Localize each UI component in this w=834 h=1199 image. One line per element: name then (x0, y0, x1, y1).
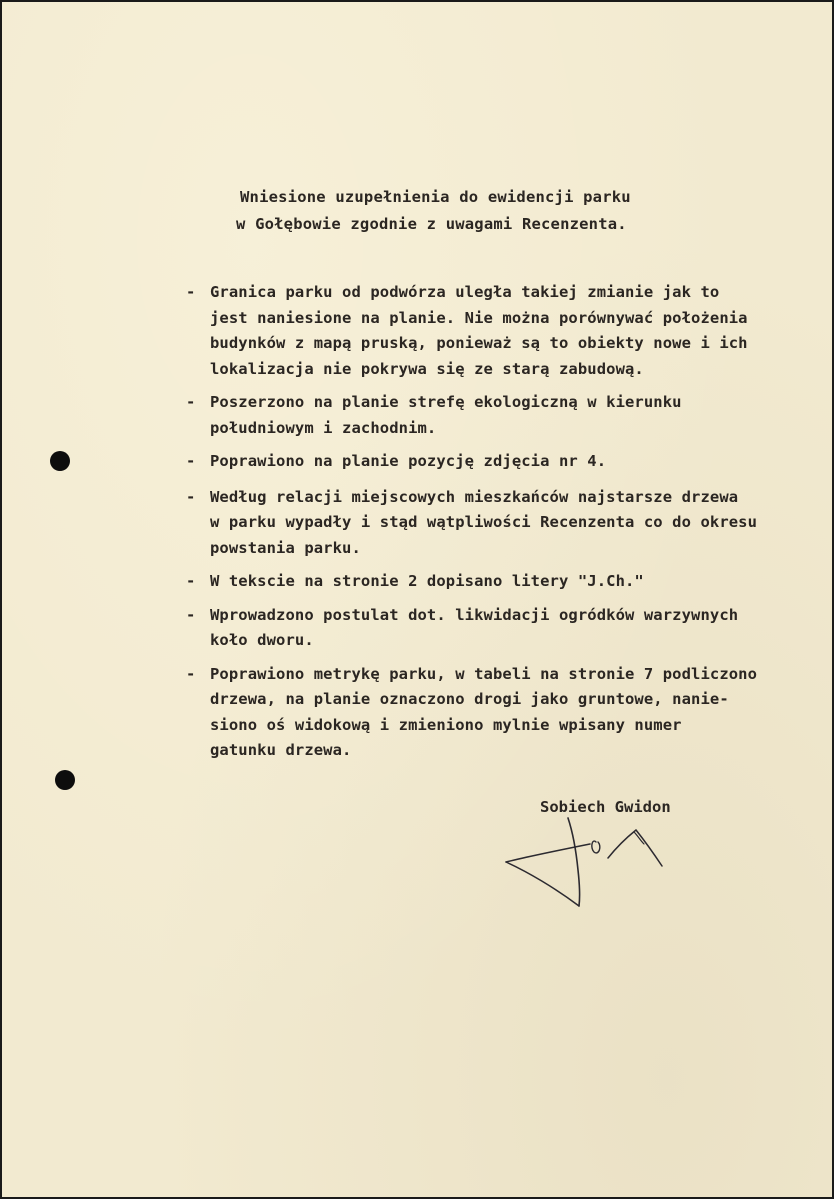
amendments-list (186, 280, 826, 764)
signatory-name: Sobiech Gwidon (540, 798, 671, 816)
dash-bullet: - (186, 487, 196, 506)
item-line: siono oś widokową i zmieniono mylnie wpisany numer (210, 715, 682, 734)
item-line: Granica parku od podwórza uległa takiej zmianie jak to (210, 283, 720, 301)
dash-bullet: - (186, 452, 196, 470)
item-line: południowym i zachodnim. (210, 418, 437, 437)
item-line: drzewa, na planie oznaczono drogi jako gruntowe, nanie- (210, 690, 729, 708)
item-line: budynków z mapą pruską, ponieważ są to obiekty nowe i ich (210, 334, 748, 352)
list-item (186, 390, 826, 441)
item-line: Poszerzono na planie strefę ekologiczną w kierunku (210, 393, 682, 411)
heading-line: w Gołębowie zgodnie z uwagami Recenzenta. (236, 215, 627, 233)
dash-bullet: - (186, 605, 196, 624)
list-item (186, 569, 826, 595)
item-line: jest naniesione na planie. Nie można porównywać położenia (210, 308, 748, 327)
list-item (186, 662, 826, 764)
item-line: W tekscie na stronie 2 dopisano litery "J.Ch." (210, 572, 644, 590)
punch-hole (55, 770, 75, 790)
item-line: Poprawiono metrykę parku, w tabeli na stronie 7 podliczono (210, 664, 758, 683)
dash-bullet: - (186, 664, 196, 683)
list-item (186, 449, 826, 475)
item-line: Poprawiono na planie pozycję zdjęcia nr 4. (210, 452, 607, 470)
punch-hole (50, 451, 70, 471)
list-item (186, 603, 826, 654)
item-line: gatunku drzewa. (210, 741, 352, 759)
list-item (186, 280, 826, 382)
dash-bullet: - (186, 283, 196, 301)
item-line: powstania parku. (210, 538, 361, 557)
item-line: Wprowadzono postulat dot. likwidacji ogródków warzywnych (210, 605, 739, 624)
item-line: lokalizacja nie pokrywa się ze starą zabudową. (210, 359, 644, 378)
handwritten-signature (500, 810, 700, 920)
list-item (186, 485, 826, 562)
scan-border-top (0, 0, 834, 2)
dash-bullet: - (186, 393, 196, 411)
dash-bullet: - (186, 572, 196, 590)
item-line: Według relacji miejscowych mieszkańców najstarsze drzewa (210, 487, 739, 506)
scan-border-left (0, 0, 2, 1199)
item-line: w parku wypadły i stąd wątpliwości Recenzenta co do okresu (210, 513, 758, 531)
document-heading (236, 184, 800, 238)
item-line: koło dworu. (210, 631, 314, 649)
heading-line: Wniesione uzupełnienia do ewidencji parku (240, 188, 631, 206)
